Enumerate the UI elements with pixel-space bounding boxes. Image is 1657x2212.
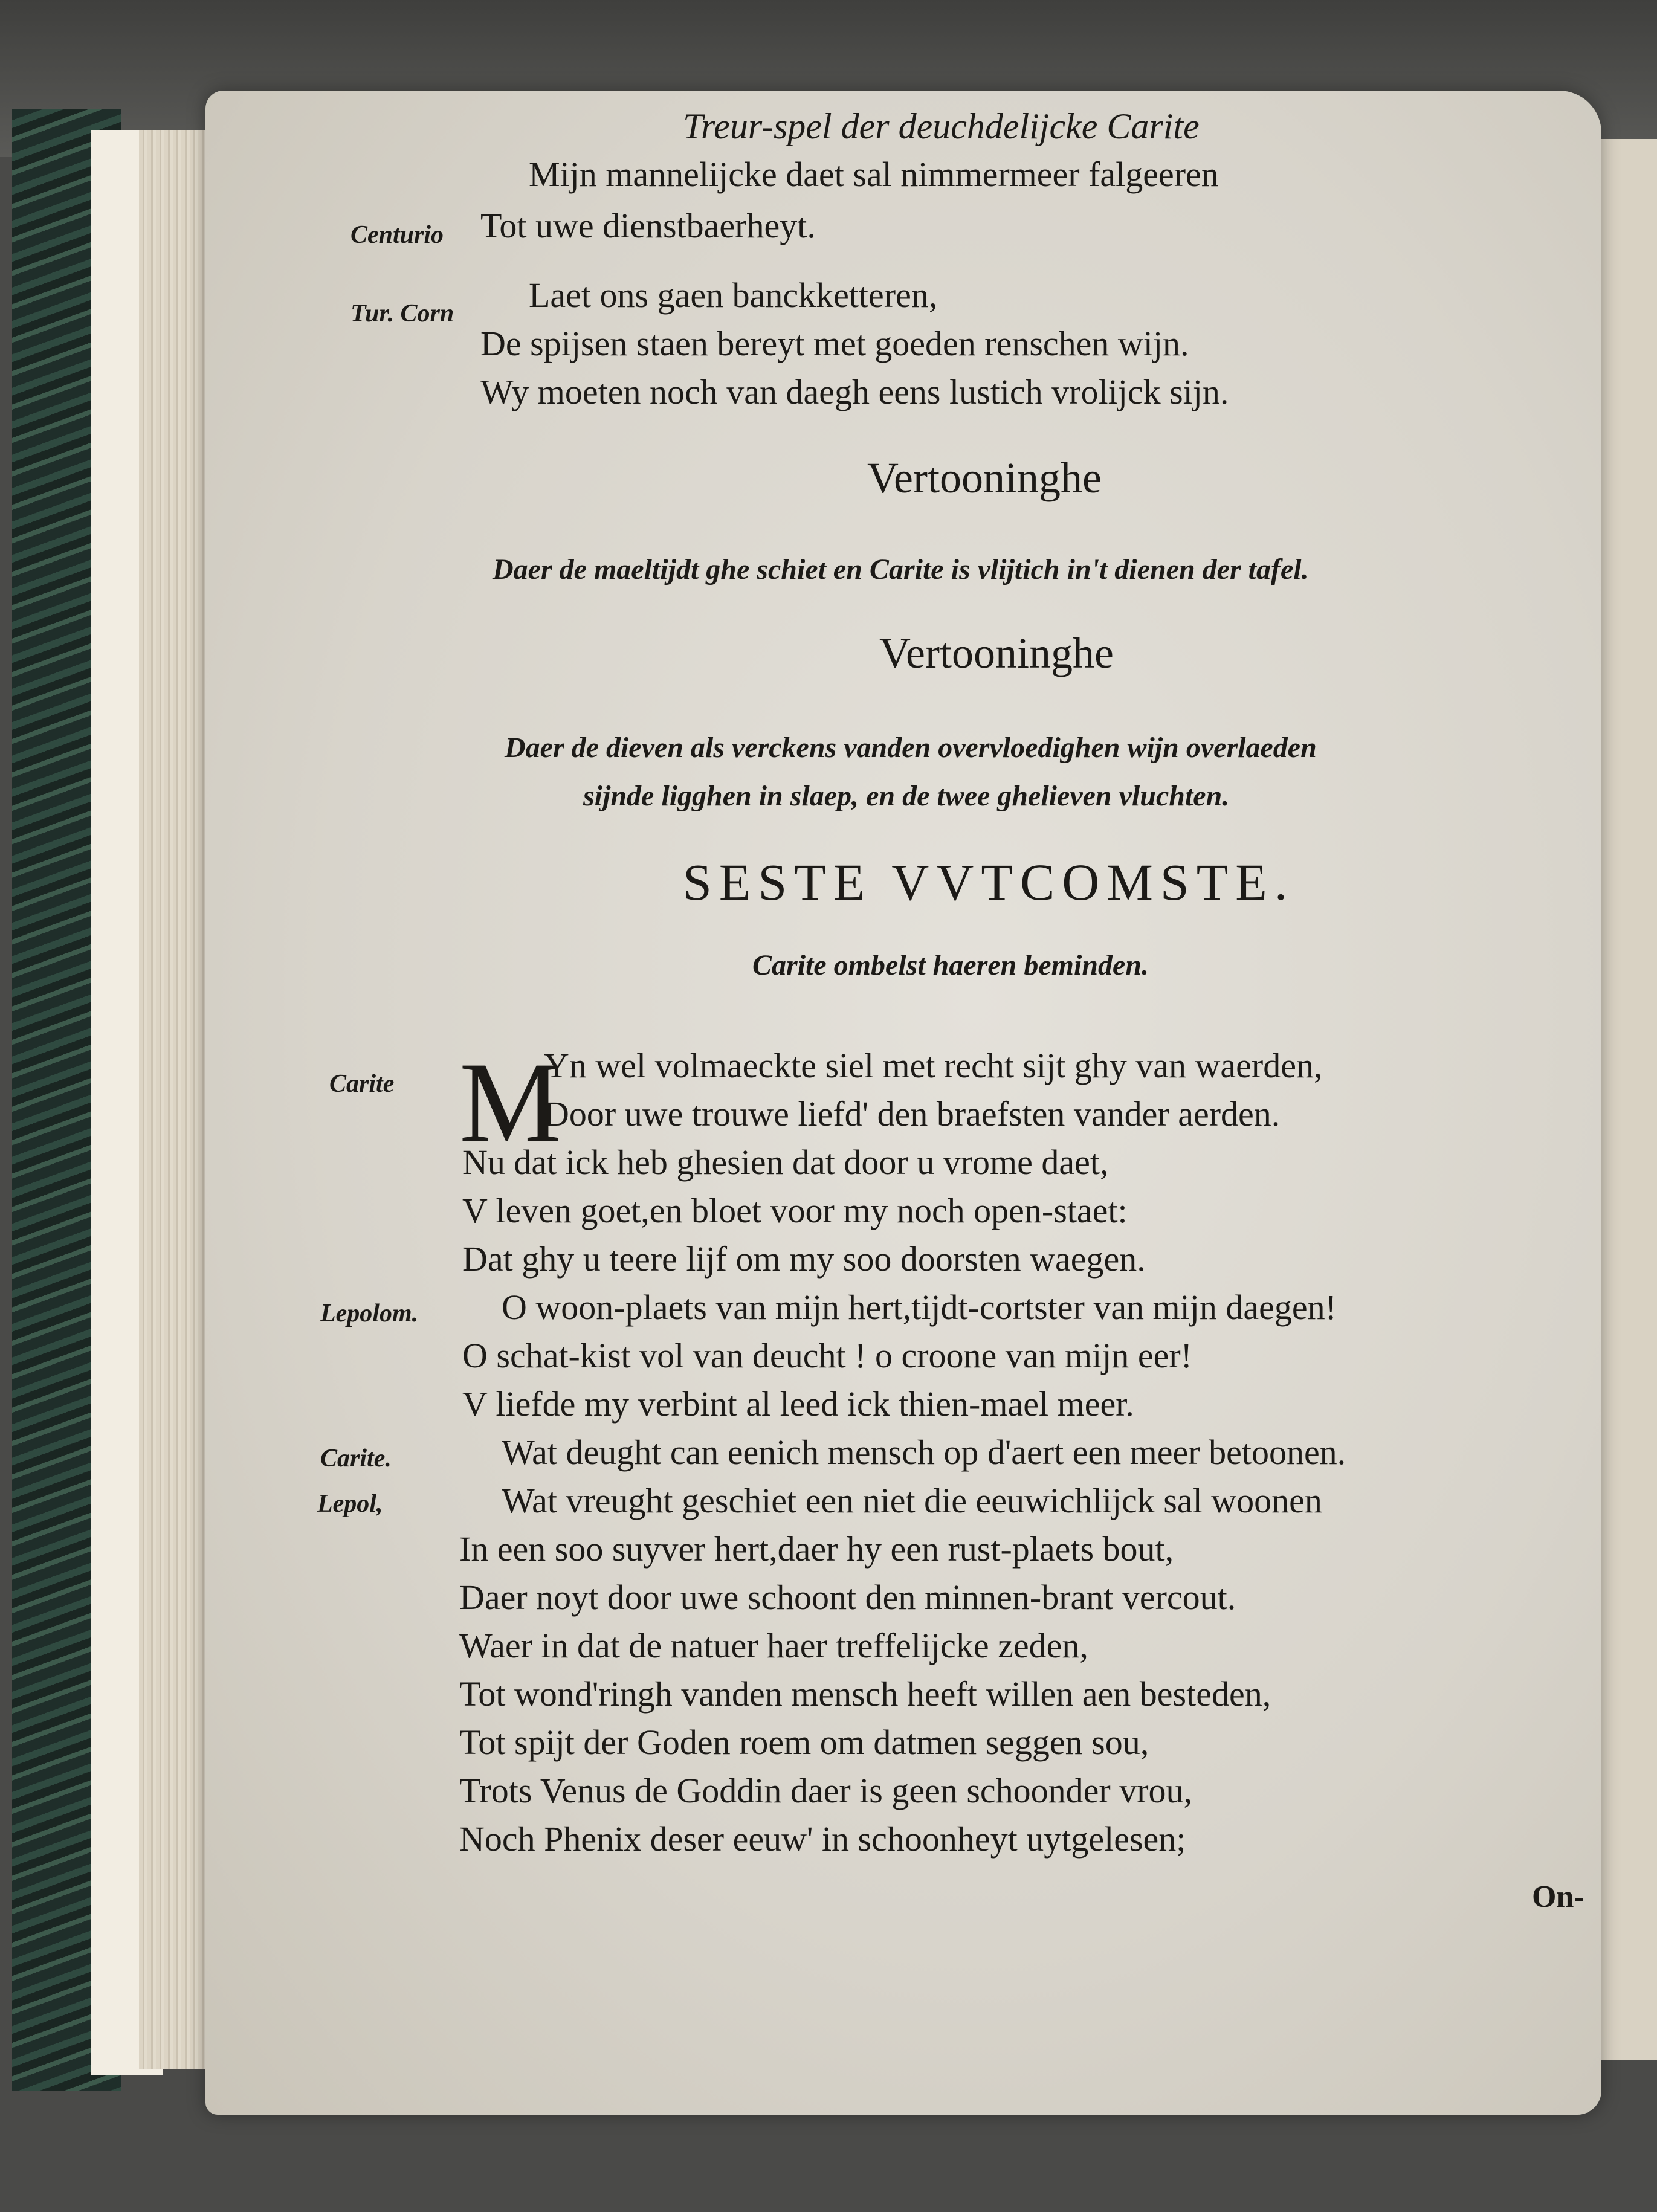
verse-line: Laet ons gaen banckketteren, <box>529 276 938 315</box>
verse-line: V leven goet,en bloet voor my noch open-staet: <box>462 1191 1128 1230</box>
verse-line: De spijsen staen bereyt met goeden renschen wijn. <box>480 324 1189 363</box>
verse-line: V liefde my verbint al leed ick thien-mael meer. <box>462 1384 1134 1424</box>
scene-stage-direction: Carite ombelst haeren beminden. <box>752 949 1149 981</box>
vertooning-heading: Vertooninghe <box>879 629 1114 677</box>
verse-line: Nu dat ick heb ghesien dat door u vrome daet, <box>462 1143 1109 1182</box>
verse-line: Noch Phenix deser eeuw' in schoonheyt uytgelesen; <box>459 1819 1186 1859</box>
scene-title: SESTE VVTCOMSTE. <box>683 853 1295 911</box>
drop-capital: M <box>459 1039 561 1166</box>
verse-line: O schat-kist vol van deucht ! o croone van mijn eer! <box>462 1336 1192 1375</box>
running-header: Treur-spel der deuchdelijcke Carite <box>683 106 1200 146</box>
speaker-label: Carite. <box>320 1445 392 1472</box>
verse-line: Wat vreught geschiet een niet die eeuwichlijck sal woonen <box>502 1481 1322 1520</box>
verse-line: Yn wel volmaeckte siel met recht sijt ghy van waerden, <box>544 1046 1323 1085</box>
verse-line: Wy moeten noch van daegh eens lustich vrolijck sijn. <box>480 372 1229 411</box>
speaker-label: Lepol, <box>317 1490 383 1518</box>
verse-line: Door uwe trouwe liefd' den braefsten vander aerden. <box>544 1094 1281 1133</box>
verse-line: Wat deught can eenich mensch op d'aert een meer betoonen. <box>502 1433 1346 1472</box>
verse-line: Tot spijt der Goden roem om datmen seggen sou, <box>459 1723 1149 1762</box>
verse-line: Waer in dat de natuer haer treffelijcke zeden, <box>459 1626 1088 1665</box>
stage-direction: sijnde ligghen in slaep, en de twee ghelieven vluchten. <box>583 780 1230 812</box>
vertooning-heading: Vertooninghe <box>867 454 1102 502</box>
verse-line: In een soo suyver hert,daer hy een rust-plaets bout, <box>459 1529 1174 1569</box>
book-page <box>205 91 1601 2115</box>
speaker-label: Tur. Corn <box>350 300 454 327</box>
speaker-label: Carite <box>329 1070 395 1098</box>
verse-line: Tot wond'ringh vanden mensch heeft willen aen besteden, <box>459 1674 1271 1714</box>
stage-direction: Daer de maeltijdt ghe schiet en Carite is vlijtich in't dienen der tafel. <box>493 553 1309 585</box>
verse-line: O woon-plaets van mijn hert,tijdt-cortster van mijn daegen! <box>502 1288 1337 1327</box>
verse-line: Trots Venus de Goddin daer is geen schoonder vrou, <box>459 1771 1193 1810</box>
speaker-label: Centurio <box>350 221 444 249</box>
speaker-label: Lepolom. <box>320 1300 419 1327</box>
verse-line: Mijn mannelijcke daet sal nimmermeer falgeeren <box>529 155 1219 194</box>
catchword: On- <box>1532 1880 1584 1914</box>
verse-line: Tot uwe dienstbaerheyt. <box>480 206 816 245</box>
verse-line: Daer noyt door uwe schoont den minnen-brant vercout. <box>459 1578 1236 1617</box>
stage-direction: Daer de dieven als verckens vanden overvloedighen wijn overlaeden <box>505 732 1317 764</box>
verse-line: Dat ghy u teere lijf om my soo doorsten waegen. <box>462 1239 1146 1279</box>
